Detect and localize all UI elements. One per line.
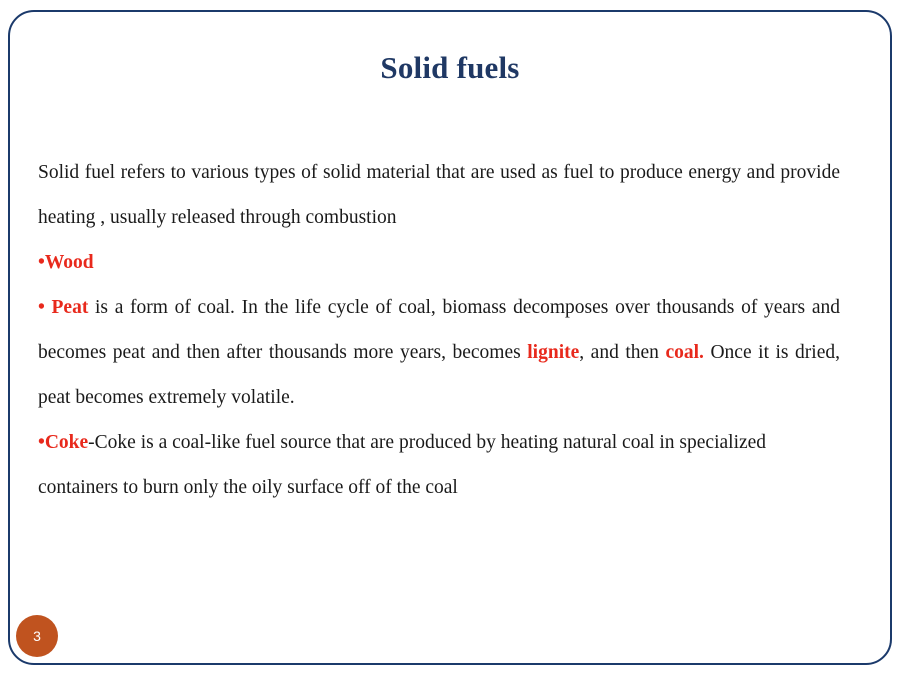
coke-bullet-item	[38, 420, 840, 510]
peat-bullet-marker: •	[38, 297, 45, 318]
peat-text-part-1: is a form of coal. In the life cycle of coal, biomass decomposes over thousands of years and becomes peat and then after thousands more years, becomes	[38, 297, 840, 363]
peat-bullet-item	[38, 285, 840, 420]
lignite-highlight: lignite	[527, 342, 580, 363]
peat-text-part-3: Once it is dried, peat becomes extremely volatile.	[38, 342, 840, 408]
wood-label: Wood	[44, 252, 94, 273]
wood-bullet-item	[38, 240, 840, 285]
coal-highlight: coal.	[665, 342, 704, 363]
intro-paragraph: Solid fuel refers to various types of solid material that are used as fuel to produce energy and provide heating , usually released through combustion	[38, 162, 840, 228]
coke-text: -Coke is a coal-like fuel source that are produced by heating natural coal in specialized containers to burn only the oily surface off of the coal	[38, 432, 767, 498]
coke-bullet-marker: •	[38, 432, 45, 453]
slide-body	[38, 150, 840, 510]
page-number-badge: 3	[16, 615, 58, 657]
peat-text-part-2: , and then	[579, 342, 666, 363]
page-title: Solid fuels	[380, 50, 520, 85]
wood-bullet-marker: •	[38, 252, 45, 273]
coke-label: Coke	[44, 432, 89, 453]
peat-label: Peat	[51, 297, 89, 318]
